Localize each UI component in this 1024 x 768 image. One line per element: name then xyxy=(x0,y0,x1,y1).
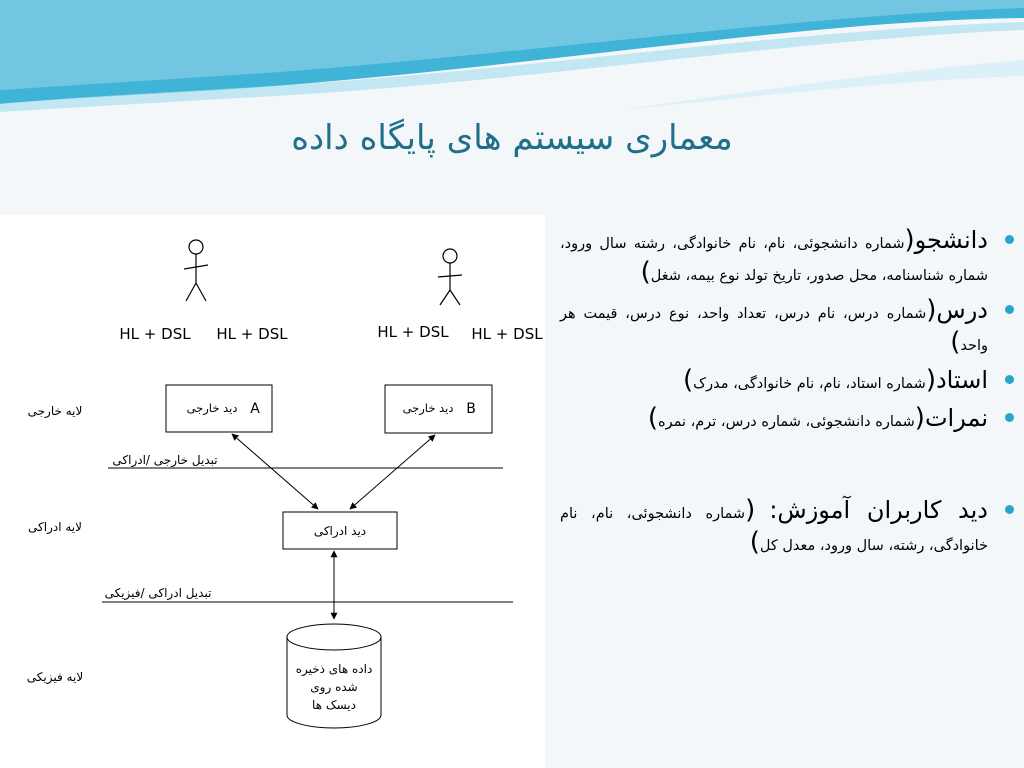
slide-title: معماری سیستم های پایگاه داده xyxy=(291,118,733,158)
user-view-attributes: شماره دانشجوئی، نام، نام خانوادگی، رشته، سال ورود، معدل کل xyxy=(560,506,988,554)
layer-label-physical: لایه فیزیکی xyxy=(26,670,84,684)
layer-label-external: لایه خارجی xyxy=(27,404,83,418)
open-paren: ( xyxy=(914,403,925,433)
storage-label-line: دیسک ها xyxy=(312,698,356,712)
entity-name: درس xyxy=(936,296,988,324)
entity-name: دانشجو xyxy=(914,226,988,254)
view-label: دید خارجی xyxy=(402,401,454,415)
user-language-label: HL + DSL xyxy=(119,325,191,343)
external-view-b-box xyxy=(385,385,492,433)
close-paren: ) xyxy=(682,365,694,395)
close-paren: ) xyxy=(647,403,658,433)
open-paren: ( xyxy=(745,495,756,525)
bullet-icon xyxy=(1005,305,1014,314)
architecture-diagram-svg xyxy=(0,215,545,768)
user-language-label: HL + DSL xyxy=(377,323,449,341)
open-paren: ( xyxy=(925,365,936,395)
bullet-icon xyxy=(1005,505,1014,514)
entity-name: نمرات xyxy=(924,404,988,432)
header-wave-decoration xyxy=(0,0,1024,130)
entity-list xyxy=(560,226,988,566)
close-paren: ) xyxy=(640,257,651,287)
view-label: دید ادراکی xyxy=(313,524,367,538)
user-language-label: HL + DSL xyxy=(471,325,543,343)
bullet-icon xyxy=(1005,413,1014,422)
layer-label-conceptual: لایه ادراکی xyxy=(28,520,82,534)
view-letter: B xyxy=(466,401,476,417)
open-paren: ( xyxy=(926,295,937,325)
entity-item-student xyxy=(560,226,988,290)
conceptual-view-box xyxy=(283,512,397,549)
entity-attributes: شماره استاد، نام، نام خانوادگی، مدرک xyxy=(693,376,926,392)
entity-name: استاد xyxy=(935,366,988,394)
user-icon xyxy=(438,249,462,305)
mapping-label-external-conceptual: تبدیل خارجی /ادراکی xyxy=(112,453,218,467)
entity-item-course xyxy=(560,296,988,360)
user-view-item xyxy=(560,496,988,560)
mapping-arrow xyxy=(232,434,318,509)
mapping-arrow xyxy=(350,435,435,509)
view-letter: A xyxy=(250,401,260,417)
bullet-icon xyxy=(1005,235,1014,244)
external-view-a-box xyxy=(166,385,272,432)
mapping-label-conceptual-physical: تبدیل ادراکی /فیزیکی xyxy=(104,586,212,600)
storage-label-line: داده های ذخیره xyxy=(295,662,373,676)
open-paren: ( xyxy=(904,225,915,255)
entity-attributes: شماره دانشجوئی، شماره درس، ترم، نمره xyxy=(657,414,915,430)
architecture-diagram xyxy=(0,215,545,768)
entity-attributes: شماره درس، نام درس، تعداد واحد، نوع درس، قیمت هر واحد xyxy=(560,306,988,354)
database-cylinder-icon xyxy=(287,624,381,728)
entity-attributes: شماره دانشجوئی، نام، نام خانوادگی، رشته سال ورود، شماره شناسنامه، محل صدور، تاریخ تولد نوع بیمه، شغل xyxy=(560,236,988,284)
entity-item-grades xyxy=(560,404,988,436)
storage-label-line: شده روی xyxy=(310,680,358,694)
bullet-icon xyxy=(1005,375,1014,384)
close-paren: ) xyxy=(950,327,961,357)
view-label: دید خارجی xyxy=(186,401,238,415)
entity-item-professor xyxy=(560,366,988,398)
user-icon xyxy=(184,240,208,301)
user-language-label: HL + DSL xyxy=(216,325,288,343)
user-view-title: دید کاربران آموزش: xyxy=(769,496,988,524)
close-paren: ) xyxy=(749,527,760,557)
